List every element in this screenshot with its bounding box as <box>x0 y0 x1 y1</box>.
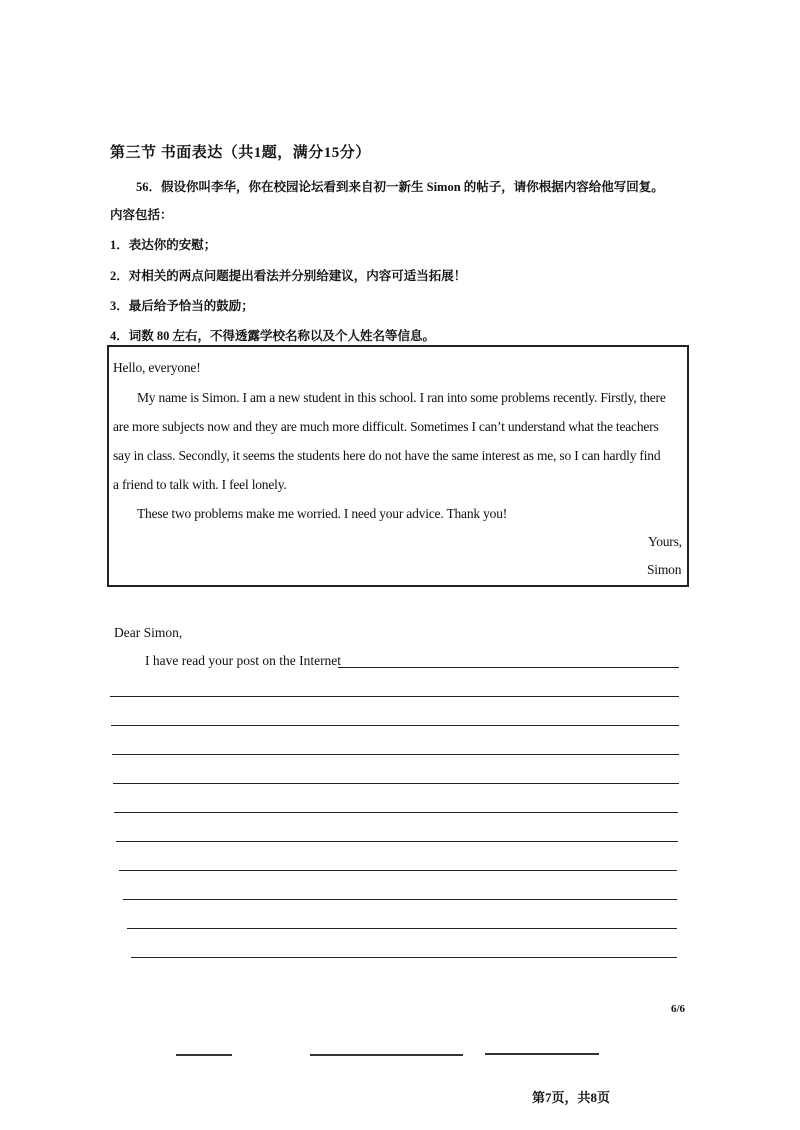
requirement-item: 4．词数 80 左右，不得透露学校名称以及个人姓名等信息。 <box>110 329 436 343</box>
page-marker: 6/6 <box>671 1003 686 1015</box>
requirements-heading: 内容包括： <box>110 208 173 222</box>
requirement-item: 2．对相关的两点问题提出看法并分别给建议，内容可适当拓展！ <box>110 269 467 283</box>
reply-greeting: Dear Simon, <box>114 625 183 640</box>
post-line: These two problems make me worried. I need your advice. Thank you! <box>137 506 508 521</box>
reply-first-line: I have read your post on the Internet <box>145 653 342 668</box>
post-greeting: Hello, everyone! <box>113 360 201 375</box>
question-prompt: 56．假设你叫李华，你在校园论坛看到来自初一新生 Simon 的帖子，请你根据内容给他写回复。 <box>136 180 664 194</box>
forum-post-box <box>107 345 689 587</box>
post-signature: Simon <box>647 562 682 577</box>
answer-line <box>110 696 679 697</box>
answer-line <box>127 928 677 929</box>
answer-line <box>119 870 677 871</box>
answer-line <box>114 812 678 813</box>
post-line: a friend to talk with. I feel lonely. <box>113 477 287 492</box>
section-title: 第三节 书面表达（共1题，满分15分） <box>110 145 371 161</box>
post-closing: Yours, <box>648 534 682 549</box>
requirement-item: 1．表达你的安慰； <box>110 238 217 252</box>
answer-line <box>116 841 678 842</box>
footer-divider <box>310 1054 463 1056</box>
footer-page-number: 第7页，共8页 <box>532 1090 611 1105</box>
answer-line <box>112 754 679 755</box>
answer-line <box>123 899 677 900</box>
requirement-item: 3．最后给予恰当的鼓励； <box>110 299 254 313</box>
answer-line <box>113 783 679 784</box>
post-line: are more subjects now and they are much more difficult. Sometimes I can’t understand what the teachers <box>113 419 659 434</box>
footer-divider <box>176 1054 232 1056</box>
footer-divider <box>485 1053 599 1055</box>
answer-line <box>131 957 677 958</box>
post-line: My name is Simon. I am a new student in this school. I ran into some problems recently. Firstly, there <box>137 390 666 405</box>
post-line: say in class. Secondly, it seems the students here do not have the same interest as me, so I can hardly find <box>113 448 661 463</box>
answer-line <box>338 667 679 668</box>
answer-line <box>111 725 679 726</box>
